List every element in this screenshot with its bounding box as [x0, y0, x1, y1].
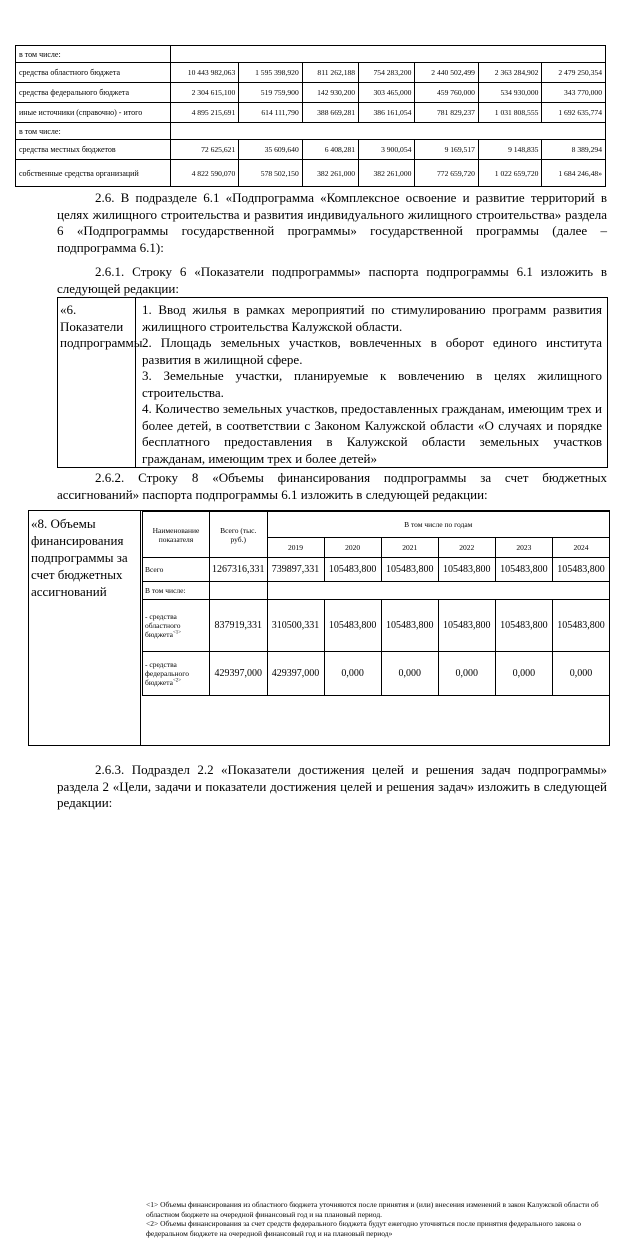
financing-table	[142, 511, 610, 696]
cell-value: 142 930,200	[302, 83, 358, 103]
funding-sources-table	[15, 45, 606, 187]
table-row	[16, 140, 606, 160]
cell-value: 3 900,054	[359, 140, 415, 160]
row6-item: 2. Площадь земельных участков, вовлеченных в оборот единого института развития в жилищной сфере.	[142, 335, 602, 367]
cell-value: 0,000	[552, 652, 609, 696]
cell-value: 2 363 284,902	[478, 63, 542, 83]
cell-value: 2 479 250,354	[542, 63, 606, 83]
cell-value: 1 031 808,555	[478, 103, 542, 123]
cell-value: 1 022 659,720	[478, 160, 542, 187]
cell-value: 1 595 398,920	[239, 63, 303, 83]
cell-value: 105483,800	[495, 558, 552, 582]
row-label: средства областного бюджета	[16, 63, 171, 83]
cell-value: 754 283,200	[359, 63, 415, 83]
financing-notes	[142, 1197, 609, 1245]
cell-value: 578 502,150	[239, 160, 303, 187]
year-header: 2022	[438, 538, 495, 558]
cell-value: 343 770,000	[542, 83, 606, 103]
table-row	[16, 83, 606, 103]
table-row-label	[143, 558, 210, 582]
cell-value: 35 609,640	[239, 140, 303, 160]
cell-value: 459 760,000	[415, 83, 479, 103]
row-label: средства местных бюджетов	[16, 140, 171, 160]
row-label-text: Всего	[145, 565, 164, 574]
footnote-ref: <2>	[172, 678, 182, 684]
note-2: <2> Объемы финансирования за счет средств федерального бюджета будут ежегодно уточняться после принятия федерального закона о федеральном бюджете на очередной финансовый год и на плановый период»	[146, 1219, 581, 1238]
year-header: 2020	[324, 538, 381, 558]
row-label-text: - средства областного бюджета	[145, 612, 181, 639]
table-row-label	[143, 652, 210, 696]
cell-value: 388 669,281	[302, 103, 358, 123]
note-1: <1> Объемы финансирования из областного бюджета уточняются после принятия и (или) внесения изменений в закон Калужской области об областном бюджете на очередной финансовый год и на плановый период.	[146, 1200, 599, 1219]
cell-value: 1 692 635,774	[542, 103, 606, 123]
paragraph-2-6-1: 2.6.1. Строку 6 «Показатели подпрограммы» паспорта подпрограммы 6.1 изложить в следующей редакции:	[57, 264, 607, 296]
cell-value: 105483,800	[552, 600, 609, 652]
cell-total: 837919,331	[210, 600, 268, 652]
cell-value: 0,000	[495, 652, 552, 696]
cell-value: 519 759,900	[239, 83, 303, 103]
header-name: Наименование показателя	[143, 512, 210, 558]
row6-indicators-box	[57, 297, 608, 468]
cell-value: 811 262,188	[302, 63, 358, 83]
cell-value: 382 261,000	[302, 160, 358, 187]
cell-value: 105483,800	[552, 558, 609, 582]
year-header: 2021	[381, 538, 438, 558]
cell-value: 9 148,835	[478, 140, 542, 160]
cell-value: 0,000	[324, 652, 381, 696]
cell-value: 6 408,281	[302, 140, 358, 160]
row6-item: 1. Ввод жилья в рамках мероприятий по стимулированию программ развития жилищного строительства Калужской области.	[142, 302, 602, 334]
row-label: средства федерального бюджета	[16, 83, 171, 103]
paragraph-2-6-3: 2.6.3. Подраздел 2.2 «Показатели достижения целей и решения задач подпрограммы» раздела 2 «Цели, задачи и показатели достижения целей и решения задач» изложить в следующей редакции:	[57, 762, 607, 810]
cell-value: 2 440 502,499	[415, 63, 479, 83]
row8-label: «8. Объемы финансирования подпрограммы за счет бюджетных ассигнований	[29, 511, 141, 745]
table-row-label: В том числе:	[143, 582, 210, 600]
cell-value: 105483,800	[381, 600, 438, 652]
row-label: собственные средства организаций	[16, 160, 171, 187]
cell-value: 429397,000	[267, 652, 324, 696]
cell-value: 382 261,000	[359, 160, 415, 187]
row-label: иные источники (справочно) - итого	[16, 103, 171, 123]
cell-value: 781 829,237	[415, 103, 479, 123]
cell-value: 105483,800	[381, 558, 438, 582]
row-label: в том числе:	[16, 46, 171, 63]
row6-item: 3. Земельные участки, планируемые к вовлечению в целях жилищного строительства.	[142, 368, 602, 400]
footnote-ref: <1>	[172, 630, 182, 636]
cell-total: 429397,000	[210, 652, 268, 696]
row-label-text: - средства федерального бюджета	[145, 660, 189, 687]
cell-value: 0,000	[381, 652, 438, 696]
cell-value: 105483,800	[438, 558, 495, 582]
row6-item: 4. Количество земельных участков, предоставленных гражданам, имеющим трех и более детей, в соответствии с Законом Калужской области «О случаях и порядке бесплатного предоставления в Калужской области земельных участков гражданам, имеющим трех и более детей»	[142, 401, 602, 466]
cell-total: 1267316,331	[210, 558, 268, 582]
cell-value: 8 389,294	[542, 140, 606, 160]
cell-value: 2 304 615,100	[171, 83, 239, 103]
header-years-group: В том числе по годам	[267, 512, 610, 538]
cell-value: 4 822 590,070	[171, 160, 239, 187]
cell-value: 10 443 982,063	[171, 63, 239, 83]
cell-value: 739897,331	[267, 558, 324, 582]
cell-value: 386 161,054	[359, 103, 415, 123]
cell-value: 105483,800	[324, 558, 381, 582]
cell-value: 9 169,517	[415, 140, 479, 160]
paragraph-2-6-2: 2.6.2. Строку 8 «Объемы финансирования подпрограммы за счет бюджетных ассигнований» паспорта подпрограммы 6.1 изложить в следующей редакции:	[57, 470, 607, 502]
year-header: 2019	[267, 538, 324, 558]
row6-label: «6. Показатели подпрограммы	[58, 298, 136, 467]
row6-items	[137, 298, 607, 469]
cell-value: 772 659,720	[415, 160, 479, 187]
cell-value: 72 625,621	[171, 140, 239, 160]
cell-value: 303 465,000	[359, 83, 415, 103]
cell-value: 105483,800	[324, 600, 381, 652]
cell-value: 614 111,790	[239, 103, 303, 123]
table-row	[16, 46, 606, 63]
header-total: Всего (тыс. руб.)	[210, 512, 268, 558]
cell-value: 534 930,000	[478, 83, 542, 103]
cell-value: 105483,800	[495, 600, 552, 652]
year-header: 2023	[495, 538, 552, 558]
cell-value: 1 684 246,48»	[542, 160, 606, 187]
table-row-label	[143, 600, 210, 652]
table-row	[16, 103, 606, 123]
cell-value: 105483,800	[438, 600, 495, 652]
year-header: 2024	[552, 538, 609, 558]
cell-value: 310500,331	[267, 600, 324, 652]
cell-value: 0,000	[438, 652, 495, 696]
row-label: в том числе:	[16, 123, 171, 140]
paragraph-2-6: 2.6. В подразделе 6.1 «Подпрограмма «Комплексное освоение и развитие территорий в целях жилищного строительства и развития индивидуального жилищного строительства» раздела 6 «Подпрограммы государственной программы» государственной программы (далее – подпрограмма 6.1):	[57, 190, 607, 255]
cell-value: 4 895 215,691	[171, 103, 239, 123]
table-row	[16, 160, 606, 187]
table-row	[16, 123, 606, 140]
table-row	[16, 63, 606, 83]
